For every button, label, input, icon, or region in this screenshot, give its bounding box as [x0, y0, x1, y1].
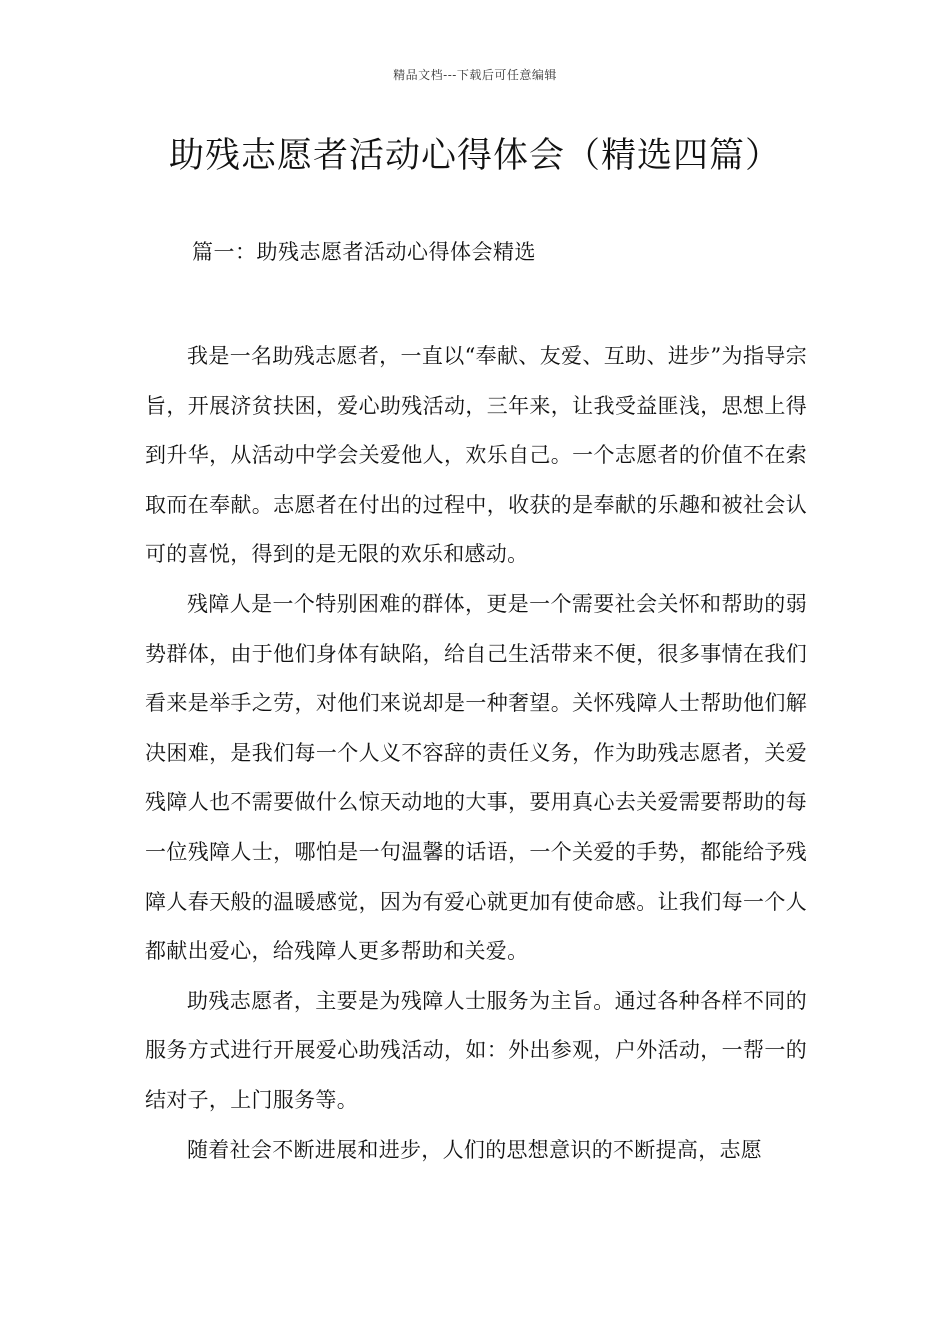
paragraph: 助残志愿者，主要是为残障人士服务为主旨。通过各种各样不同的服务方式进行开展爱心助残活动，如：外出参观，户外活动，一帮一的结对子，上门服务等。	[145, 988, 807, 1112]
body-text	[145, 332, 807, 1175]
paragraph: 我是一名助残志愿者，一直以“奉献、友爱、互助、进步”为指导宗旨，开展济贫扶困，爱心助残活动，三年来，让我受益匪浅，思想上得到升华，从活动中学会关爱他人，欢乐自己。一个志愿者的价值不在索取而在奉献。志愿者在付出的过程中，收获的是奉献的乐趣和被社会认可的喜悦，得到的是无限的欢乐和感动。	[145, 344, 807, 567]
paragraph: 随着社会不断进展和进步，人们的思想意识的不断提高，志愿	[187, 1137, 763, 1162]
section-heading: 篇一：助残志愿者活动心得体会精选	[192, 240, 536, 264]
paragraph: 残障人是一个特别困难的群体，更是一个需要社会关怀和帮助的弱势群体，由于他们身体有缺陷，给自己生活带来不便，很多事情在我们看来是举手之劳，对他们来说却是一种奢望。关怀残障人士帮助他们解决困难，是我们每一个人义不容辞的责任义务，作为助残志愿者，关爱残障人也不需要做什么惊天动地的大事，要用真心去关爱需要帮助的每一位残障人士，哪怕是一句温馨的话语，一个关爱的手势，都能给予残障人春天般的温暖感觉，因为有爱心就更加有使命感。让我们每一个人都献出爱心，给残障人更多帮助和关爱。	[145, 591, 807, 964]
page-title: 助残志愿者活动心得体会（精选四篇）	[168, 136, 781, 176]
header-note: 精品文档---下载后可任意编辑	[393, 68, 557, 82]
